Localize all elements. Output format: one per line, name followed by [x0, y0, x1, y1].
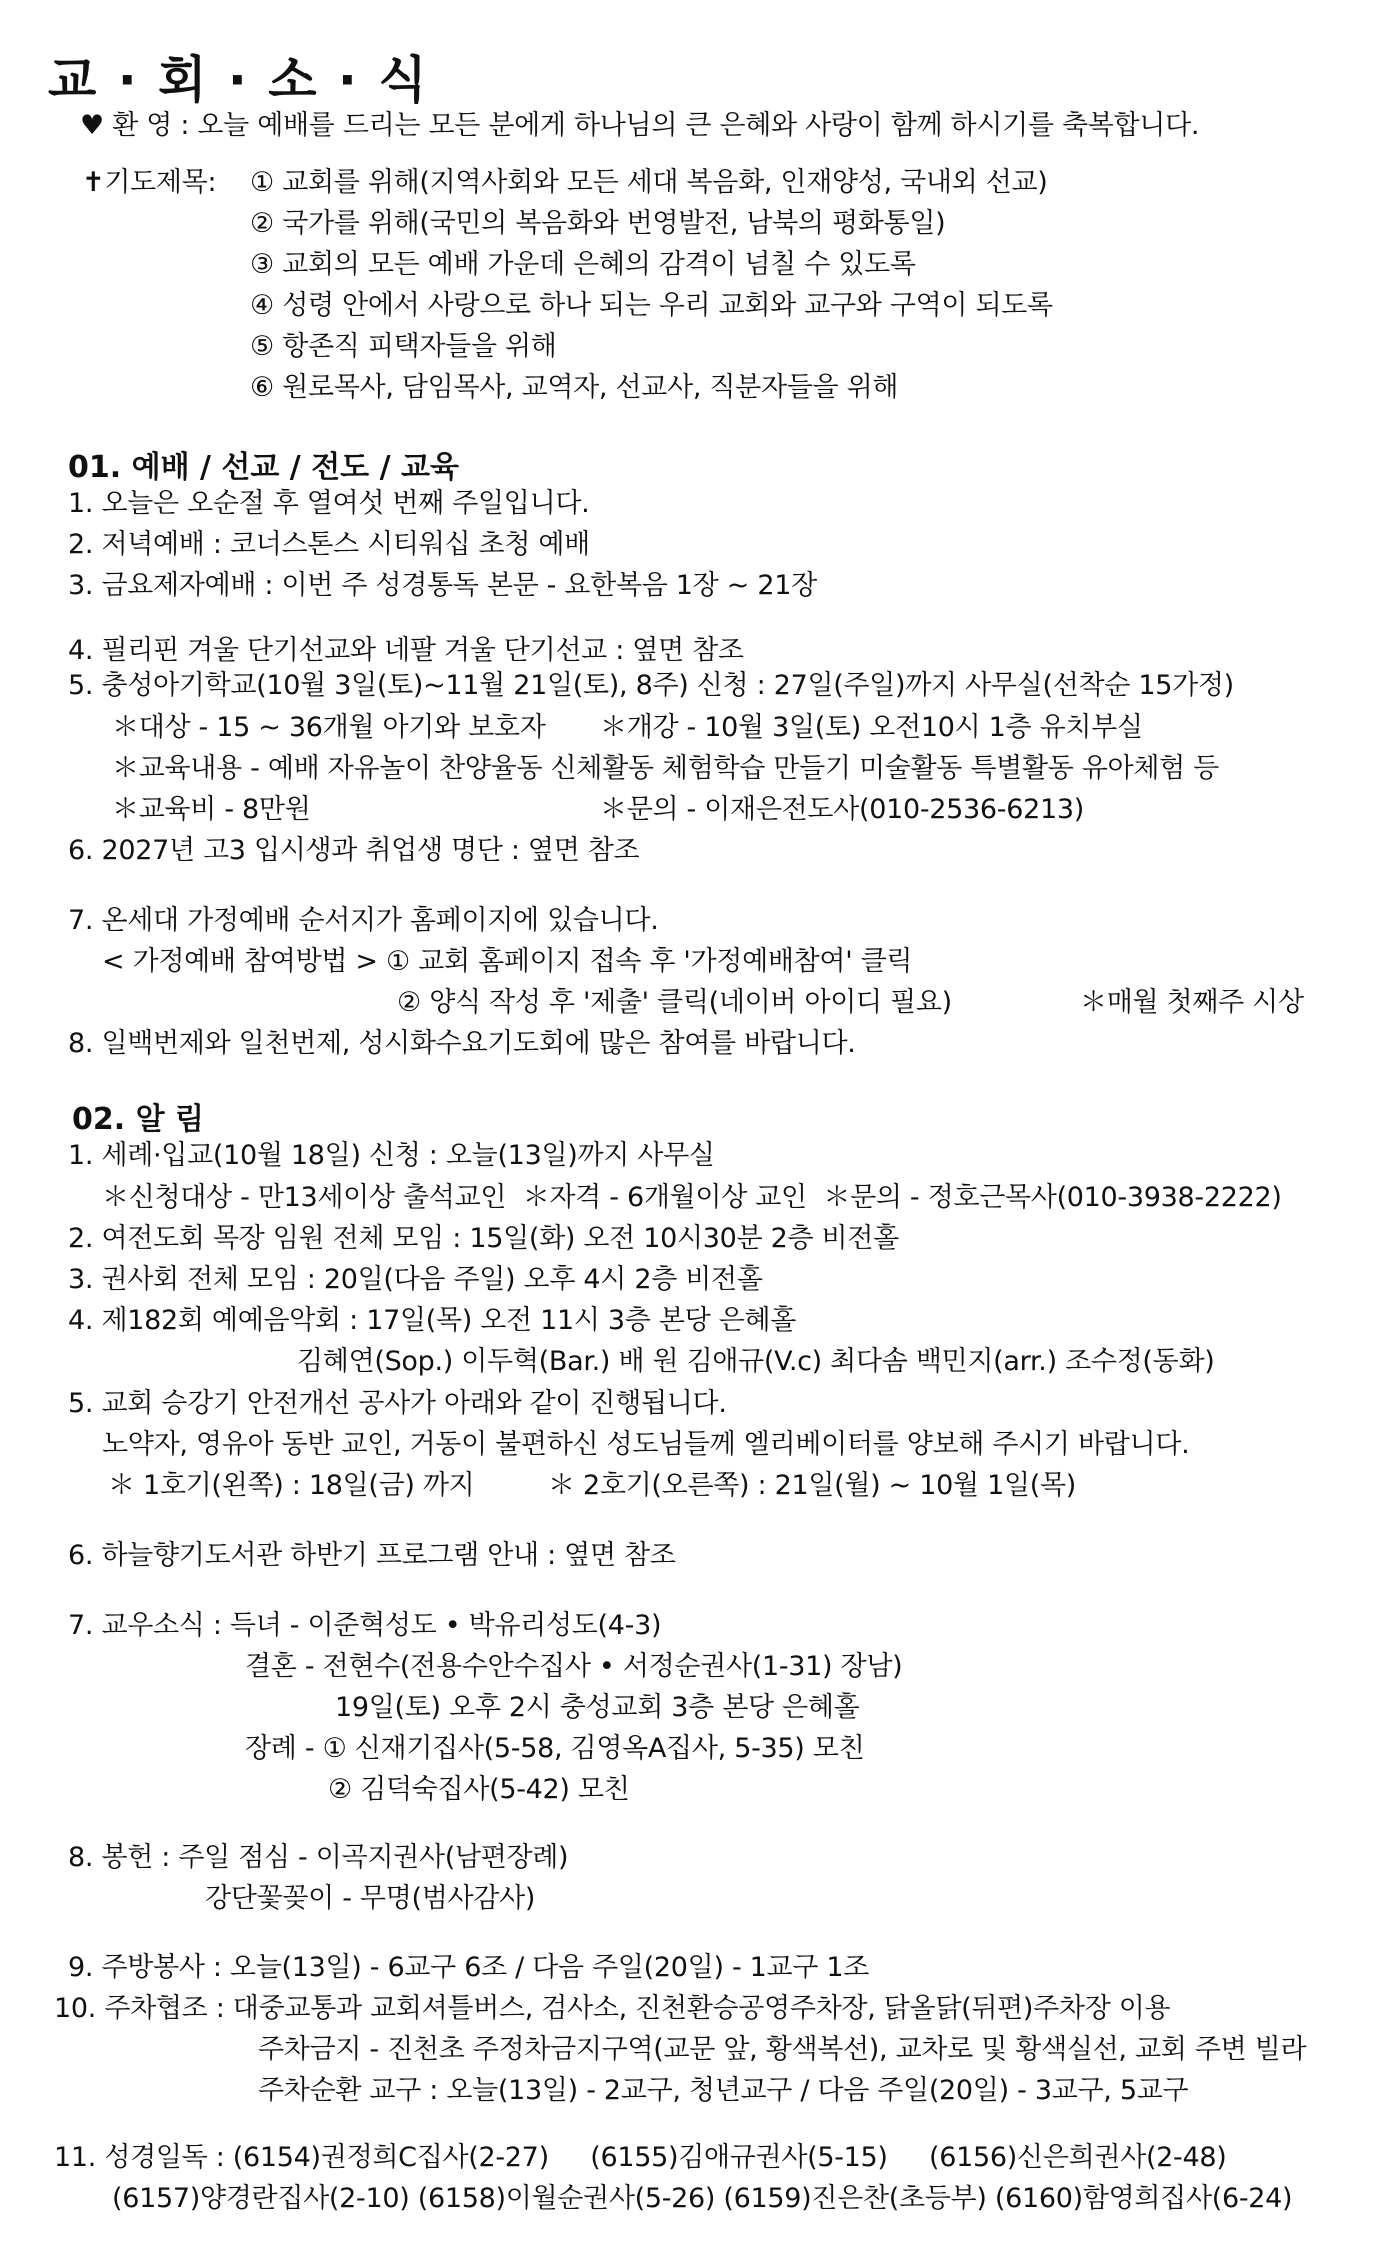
- notice-subline: ＊개강 - 10월 3일(토) 오전10시 1층 유치부실: [600, 712, 1143, 743]
- notice-line: 5. 충성아기학교(10월 3일(토)~11월 21일(토), 8주) 신청 : 27일(주일)까지 사무실(선착순 15가정): [68, 670, 1234, 701]
- prayer-item: ② 국가를 위해(국민의 복음화와 번영발전, 남북의 평화통일): [250, 208, 946, 239]
- prayer-item: ③ 교회의 모든 예배 가운데 은혜의 감격이 넘칠 수 있도록: [250, 249, 916, 280]
- notice-line: 6. 2027년 고3 입시생과 취업생 명단 : 옆면 참조: [68, 835, 640, 866]
- notice-line: 8. 일백번제와 일천번제, 성시화수요기도회에 많은 참여를 바랍니다.: [68, 1028, 856, 1059]
- notice-subline: ＊매월 첫째주 시상: [1080, 987, 1304, 1018]
- prayer-item: ⑤ 항존직 피택자들을 위해: [250, 331, 557, 362]
- notice-subline: ＊ 2호기(오른쪽) : 21일(월) ~ 10월 1일(목): [548, 1470, 1077, 1501]
- notice-subline: 주차순환 교구 : 오늘(13일) - 2교구, 청년교구 / 다음 주일(20일) - 3교구, 5교구: [258, 2075, 1189, 2106]
- notice-line: 3. 금요제자예배 : 이번 주 성경통독 본문 - 요한복음 1장 ~ 21장: [68, 570, 817, 601]
- notice-subline: ＊대상 - 15 ~ 36개월 아기와 보호자: [112, 712, 546, 743]
- section-heading-announcements: 02. 알 림: [72, 1102, 204, 1137]
- notice-line: 2. 여전도회 목장 임원 전체 모임 : 15일(화) 오전 10시30분 2층 비전홀: [68, 1223, 899, 1254]
- notice-line: 5. 교회 승강기 안전개선 공사가 아래와 같이 진행됩니다.: [68, 1388, 727, 1419]
- notice-subline: ＊교육비 - 8만원: [112, 794, 311, 825]
- page-title: 교 · 회 · 소 · 식: [48, 51, 429, 109]
- notice-line: 11. 성경일독 : (6154)권정희C집사(2-27) (6155)김애규권사(5-15) (6156)신은희권사(2-48): [54, 2142, 1227, 2173]
- prayer-label: ✝기도제목:: [82, 167, 225, 198]
- notice-line: 7. 교우소식 : 득녀 - 이준혁성도 • 박유리성도(4-3): [68, 1610, 662, 1641]
- notice-subline: 강단꽃꽂이 - 무명(범사감사): [205, 1883, 536, 1914]
- prayer-item: ① 교회를 위해(지역사회와 모든 세대 복음화, 인재양성, 국내외 선교): [250, 167, 1048, 198]
- notice-line: 7. 온세대 가정예배 순서지가 홈페이지에 있습니다.: [68, 905, 659, 936]
- notice-subline: (6157)양경란집사(2-10) (6158)이월순권사(5-26) (6159)진은찬(초등부) (6160)함영희집사(6-24): [112, 2183, 1293, 2214]
- notice-line: 2. 저녁예배 : 코너스톤스 시티워십 초청 예배: [68, 529, 590, 560]
- notice-subline: 노약자, 영유아 동반 교인, 거동이 불편하신 성도님들께 엘리베이터를 양보해 주시기 바랍니다.: [102, 1429, 1190, 1460]
- notice-subline: ＊문의 - 이재은전도사(010-2536-6213): [600, 794, 1084, 825]
- notice-line: 3. 권사회 전체 모임 : 20일(다음 주일) 오후 4시 2층 비전홀: [68, 1264, 763, 1295]
- notice-line: 6. 하늘향기도서관 하반기 프로그램 안내 : 옆면 참조: [68, 1540, 676, 1571]
- notice-subline: < 가정예배 참여방법 > ① 교회 홈페이지 접속 후 '가정예배참여' 클릭: [102, 946, 913, 977]
- notice-subline: 장례 - ① 신재기집사(5-58, 김영옥A집사, 5-35) 모친: [245, 1733, 865, 1764]
- notice-subline: ② 양식 작성 후 '제출' 클릭(네이버 아이디 필요): [397, 987, 952, 1018]
- notice-subline: 19일(토) 오후 2시 충성교회 3층 본당 은혜홀: [335, 1692, 860, 1723]
- notice-subline: 김혜연(Sop.) 이두혁(Bar.) 배 원 김애규(V.c) 최다솜 백민지(arr.) 조수정(동화): [297, 1346, 1215, 1377]
- notice-subline: 주차금지 - 진천초 주정차금지구역(교문 앞, 황색복선), 교차로 및 황색실선, 교회 주변 빌라: [258, 2034, 1307, 2065]
- notice-subline: ② 김덕숙집사(5-42) 모친: [328, 1774, 630, 1805]
- notice-line: 9. 주방봉사 : 오늘(13일) - 6교구 6조 / 다음 주일(20일) - 1교구 1조: [68, 1952, 870, 1983]
- prayer-item: ⑥ 원로목사, 담임목사, 교역자, 선교사, 직분자들을 위해: [250, 372, 899, 403]
- notice-subline: ＊신청대상 - 만13세이상 출석교인 ＊자격 - 6개월이상 교인 ＊문의 - 정호근목사(010-3938-2222): [102, 1182, 1282, 1213]
- prayer-item: ④ 성령 안에서 사랑으로 하나 되는 우리 교회와 교구와 구역이 되도록: [250, 290, 1053, 321]
- notice-line: 4. 필리핀 겨울 단기선교와 네팔 겨울 단기선교 : 옆면 참조: [68, 635, 744, 666]
- notice-subline: 결혼 - 전현수(전용수안수집사 • 서정순권사(1-31) 장남): [245, 1651, 903, 1682]
- notice-line: 8. 봉헌 : 주일 점심 - 이곡지권사(남편장례): [68, 1842, 569, 1873]
- notice-line: 1. 세례·입교(10월 18일) 신청 : 오늘(13일)까지 사무실: [68, 1140, 715, 1171]
- notice-line: 10. 주차협조 : 대중교통과 교회셔틀버스, 검사소, 진천환승공영주차장, 닭올닭(뒤편)주차장 이용: [54, 1993, 1171, 2024]
- notice-subline: ＊교육내용 - 예배 자유놀이 찬양율동 신체활동 체험학습 만들기 미술활동 특별활동 유아체험 등: [112, 753, 1219, 784]
- notice-line: 1. 오늘은 오순절 후 열여섯 번째 주일입니다.: [68, 488, 590, 519]
- notice-line: 4. 제182회 예예음악회 : 17일(목) 오전 11시 3층 본당 은혜홀: [68, 1305, 797, 1336]
- notice-subline: ＊ 1호기(왼쪽) : 18일(금) 까지: [108, 1470, 475, 1501]
- welcome-text: ♥ 환 영 : 오늘 예배를 드리는 모든 분에게 하나님의 큰 은혜와 사랑이 함께 하시기를 축복합니다.: [80, 110, 1200, 141]
- section-heading-worship: 01. 예배 / 선교 / 전도 / 교육: [68, 450, 459, 485]
